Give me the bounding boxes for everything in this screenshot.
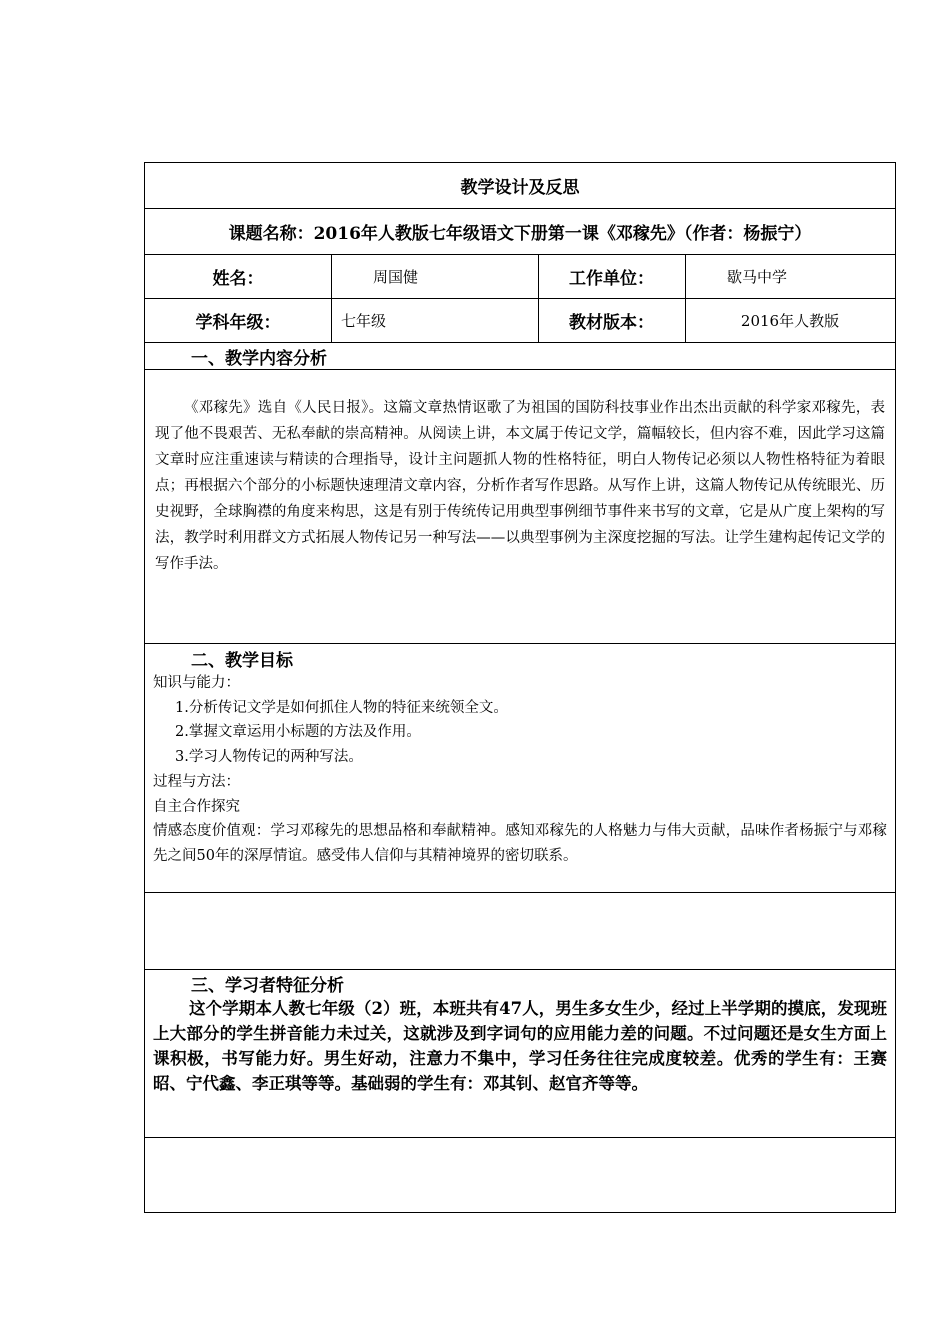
content-analysis-text: 《邓稼先》选自《人民日报》。这篇文章热情讴歌了为祖国的国防科技事业作出杰出贡献的科学家邓稼先，表现了他不畏艰苦、无私奉献的崇高精神。从阅读上讲，本文属于传记文学，篇幅较长，但内容不难，因此学习这篇文章时应注重速读与精读的合理指导，设计主问题抓人物的性格特征，明白人物传记必须以人物性格特征为着眼点；再根据六个部分的小标题快速理清文章内容，分析作者写作思路。从写作上讲，这篇人物传记从传统眼光、历史视野，全球胸襟的角度来构思，这是有别于传统传记用典型事例细节事件来书写的文章，它是从广度上架构的写法，教学时利用群文方式拓展人物传记另一种写法——以典型事例为主深度挖掘的写法。让学生建构起传记文学的写作手法。 [155,400,885,572]
process-method-label: 过程与方法： [153,774,240,790]
process-method-text: 自主合作探究 [153,799,240,815]
workplace-value: 歇马中学 [727,267,788,286]
learner-analysis-text: 这个学期本人教七年级（2）班，本班共有47人，男生多女生少，经过上半学期的摸底，发现班上大部分的学生拼音能力未过关，这就涉及到字词句的应用能力差的问题。不过问题还是女生方面上课积极，书写能力好。男生好动，注意力不集中，学习任务往往完成度较差。优秀的学生有：王赛昭、宁代鑫、李正琪等等。基础弱的学生有：邓其钊、赵官齐等等。 [153,999,887,1093]
grade-label: 学科年级： [195,312,281,333]
section-teaching-goals-heading: 二、教学目标 [191,651,293,671]
goal-item: 1.分析传记文学是如何抓住人物的特征来统领全文。 [175,700,508,716]
edition-label: 教材版本： [569,312,654,333]
goal-item: 2.掌握文章运用小标题的方法及作用。 [175,724,421,740]
knowledge-ability-label: 知识与能力： [153,675,240,691]
name-value: 周国健 [373,267,419,286]
edition-value: 2016年人教版 [740,311,840,330]
emotion-values-text: 情感态度价值观：学习邓稼先的思想品格和奉献精神。感知邓稼先的人格魅力与伟大贡献，品味作者杨振宁与邓稼先之间50年的深厚情谊。感受伟人信仰与其精神境界的密切联系。 [153,823,887,864]
workplace-label: 工作单位： [569,268,654,289]
name-label: 姓名： [212,268,264,289]
row-divider [145,342,895,343]
section-content-analysis-heading: 一、教学内容分析 [191,349,327,369]
row-divider [145,643,895,644]
lesson-subject: 课题名称：2016年人教版七年级语文下册第一课《邓稼先》（作者：杨振宁） [228,223,812,244]
grade-value: 七年级 [341,311,387,330]
goal-item: 3.学习人物传记的两种写法。 [175,749,363,765]
row-divider [145,1137,895,1138]
lesson-design-table [144,162,896,1213]
document-title: 教学设计及反思 [460,178,580,198]
row-divider [145,969,895,970]
row-divider [145,369,895,370]
row-divider [145,892,895,893]
section-learner-analysis-heading: 三、学习者特征分析 [191,976,344,996]
